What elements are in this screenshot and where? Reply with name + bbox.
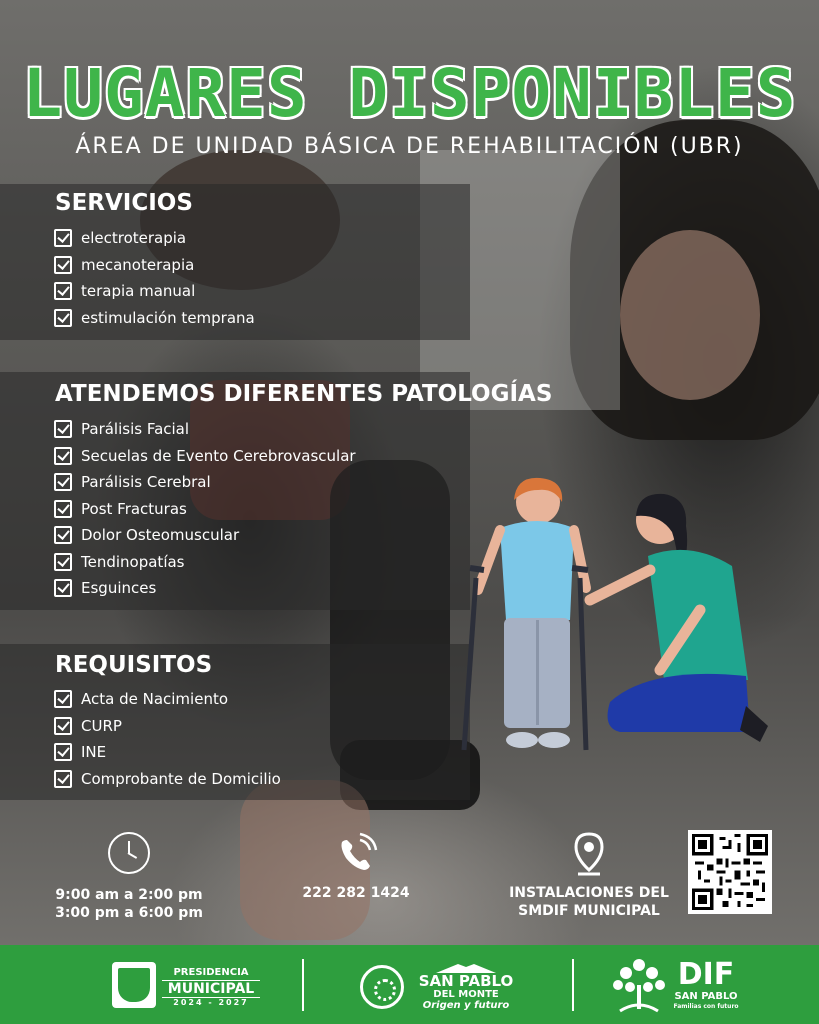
presidencia-logo [112,962,156,1008]
checkbox-checked-icon [54,447,72,465]
dif-line-2: SAN PABLO [674,991,738,1002]
list-item [54,739,281,766]
phone-icon [334,832,378,876]
qr-code[interactable] [688,830,772,914]
requisitos-title: REQUISITOS [55,652,213,678]
presidencia-line-1: PRESIDENCIA [173,967,249,978]
phone-block [286,832,426,902]
checkbox-checked-icon [54,770,72,788]
list-item [54,766,281,793]
list-item-label: Post Fracturas [81,499,187,518]
checkbox-checked-icon [54,500,72,518]
dif-text [670,959,742,1011]
list-item [54,496,356,523]
shield-icon [118,968,150,1002]
page-title: LUGARES DISPONIBLES [22,55,797,132]
list-item [54,469,356,496]
servicios-title: SERVICIOS [55,190,193,216]
checkbox-checked-icon [54,553,72,571]
location-block [506,832,672,920]
checkbox-checked-icon [54,473,72,491]
list-item-label: Dolor Osteomuscular [81,526,240,545]
list-item [54,252,255,279]
patologias-list [54,416,356,602]
checkbox-checked-icon [54,743,72,761]
footer-divider [302,959,304,1011]
dif-line-1: DIF [677,957,735,992]
dif-slogan: Familias con futuro [673,1003,739,1010]
list-item-label: CURP [81,716,122,735]
san-pablo-emblem-icon [360,965,404,1009]
list-item-label: Acta de Nacimiento [81,690,229,709]
therapist-figure [590,494,768,742]
checkbox-checked-icon [54,690,72,708]
list-item-label: Tendinopatías [81,552,185,571]
list-item [54,686,281,713]
list-item-label: estimulación temprana [81,308,255,327]
list-item [54,713,281,740]
child-figure [464,478,588,750]
list-item [54,575,356,602]
san-pablo-line-2: DEL MONTE [433,989,499,1000]
requisitos-list [54,686,281,792]
list-item-label: INE [81,743,107,762]
list-item-label: Comprobante de Domicilio [81,769,281,788]
list-item [54,305,255,332]
presidencia-line-2: MUNICIPAL [162,980,260,998]
phone-number[interactable]: 222 282 1424 [302,885,410,901]
list-item [54,225,255,252]
list-item [54,549,356,576]
footer-divider [572,959,574,1011]
footer-bar [0,945,819,1024]
list-item-label: Parálisis Facial [81,420,190,439]
clock-icon [108,832,150,874]
checkbox-checked-icon [54,420,72,438]
patologias-title: ATENDEMOS DIFERENTES PATOLOGÍAS [55,381,553,407]
list-item [54,416,356,443]
list-item-label: terapia manual [81,282,196,301]
schedule-line-2: 3:00 pm a 6:00 pm [55,905,203,921]
checkbox-checked-icon [54,309,72,327]
list-item [54,278,255,305]
servicios-list [54,225,255,331]
list-item-label: Esguinces [81,579,157,598]
checkbox-checked-icon [54,717,72,735]
presidencia-years: 2024 - 2027 [173,998,249,1007]
san-pablo-line-1: SAN PABLO [418,972,514,990]
list-item-label: mecanoterapia [81,255,195,274]
san-pablo-text [410,963,522,1012]
presidencia-text [162,967,260,1007]
checkbox-checked-icon [54,526,72,544]
schedule-block [54,832,204,922]
checkbox-checked-icon [54,256,72,274]
list-item-label: electroterapia [81,229,187,248]
location-line-1: INSTALACIONES DEL [509,885,669,901]
qr-code-pattern [692,834,768,910]
page-subtitle: ÁREA DE UNIDAD BÁSICA DE REHABILITACIÓN (UBR) [75,134,744,159]
san-pablo-slogan: Origen y futuro [422,1000,510,1011]
schedule-line-1: 9:00 am a 2:00 pm [55,887,203,903]
checkbox-checked-icon [54,579,72,597]
list-item-label: Parálisis Cerebral [81,473,211,492]
therapy-illustration [450,470,790,770]
checkbox-checked-icon [54,282,72,300]
list-item [54,522,356,549]
list-item-label: Secuelas de Evento Cerebrovascular [81,446,356,465]
checkbox-checked-icon [54,229,72,247]
list-item [54,443,356,470]
location-pin-icon [572,832,606,876]
dif-tree-icon [610,955,668,1013]
location-line-2: SMDIF MUNICIPAL [518,903,660,919]
